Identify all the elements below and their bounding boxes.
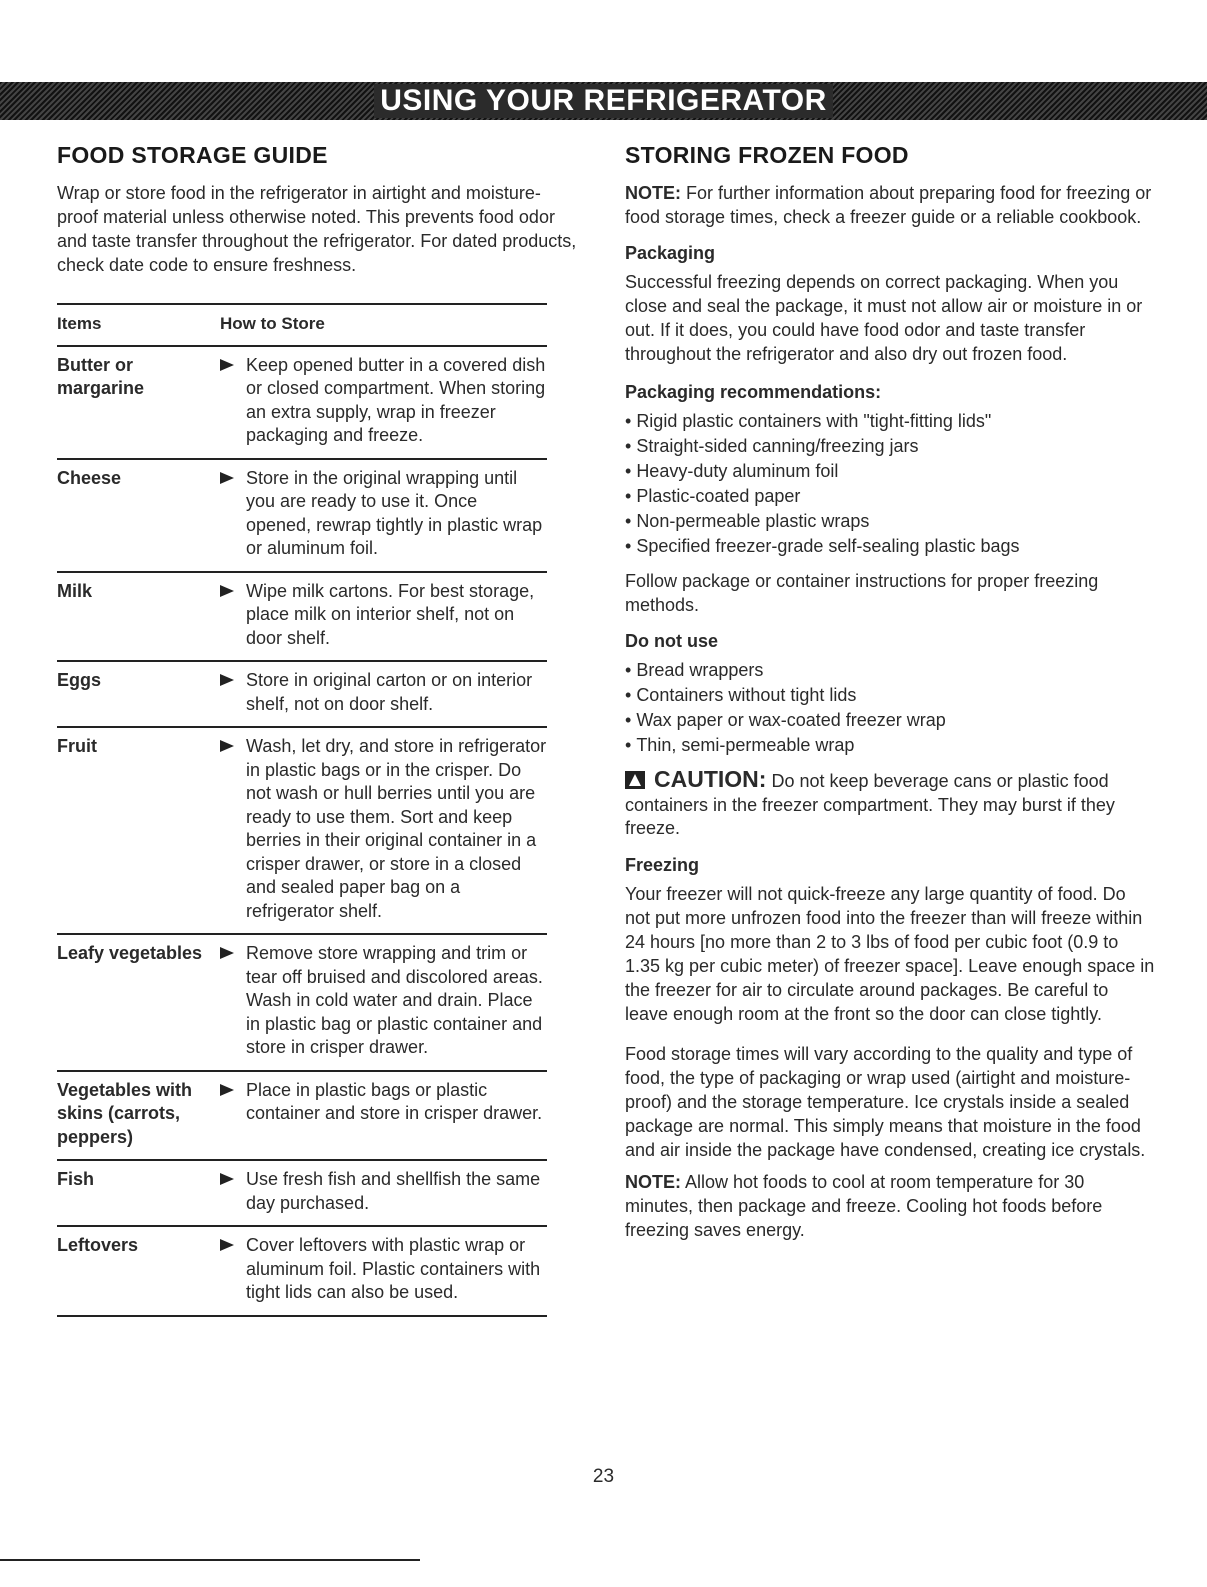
banner-title: USING YOUR REFRIGERATOR — [374, 84, 833, 118]
item-name: Butter or margarine — [57, 346, 212, 459]
storage-instruction — [212, 727, 547, 934]
instruction-text: Use fresh fish and shellfish the same day purchased. — [246, 1169, 541, 1213]
list-item: • Plastic-coated paper — [625, 484, 1155, 509]
instruction-text: Remove store wrapping and trim or tear off bruised and discolored areas. Wash in cold water and drain. Place in plastic bag or plastic container and store in crisper drawer. — [246, 943, 543, 1057]
table-row — [57, 727, 547, 934]
caution-label: CAUTION: — [654, 766, 767, 792]
page-number: 23 — [592, 1466, 615, 1487]
cooling-note — [625, 1170, 1155, 1242]
packaging-recommendations-heading: Packaging recommendations: — [625, 382, 882, 402]
note-label: NOTE: — [625, 183, 681, 203]
items-column-header: Items — [57, 304, 212, 346]
instruction-text: Store in the original wrapping until you are ready to use it. Once opened, rewrap tightly in plastic wrap or aluminum foil. — [246, 467, 543, 558]
arrow-bullet-icon — [220, 1084, 234, 1096]
instruction-text: Store in original carton or on interior shelf, not on door shelf. — [246, 670, 533, 714]
instruction-text: Place in plastic bags or plastic container and store in crisper drawer. — [246, 1079, 543, 1123]
arrow-bullet-icon — [220, 585, 234, 597]
table-row — [57, 572, 547, 662]
table-row — [57, 346, 547, 459]
arrow-bullet-icon — [220, 1239, 234, 1251]
storage-instruction — [212, 1160, 547, 1226]
table-row — [57, 1160, 547, 1226]
freezing-paragraph-1: Your freezer will not quick-freeze any large quantity of food. Do not put more unfrozen food into the freezer than will freeze within 24 hours [no more than 2 to 3 lbs of food per cubic foot (0.9 to 1.35 kg per cubic meter) of freezer space]. Leave enough space in the freezer for air to circulate around packages. Be careful to leave enough room at the front so the door can close tightly. — [625, 883, 1155, 1024]
storing-frozen-food-heading: STORING FROZEN FOOD — [625, 142, 909, 168]
caution-notice — [625, 768, 1155, 841]
storage-instruction — [212, 1226, 547, 1316]
storage-instruction — [212, 661, 547, 727]
food-storage-guide-column — [57, 142, 577, 1317]
follow-instructions-text: Follow package or container instructions for proper freezing methods. — [625, 571, 1099, 615]
storage-instruction — [212, 459, 547, 572]
item-name: Leafy vegetables — [57, 934, 212, 1071]
table-row — [57, 934, 547, 1071]
arrow-bullet-icon — [220, 359, 234, 371]
list-item: • Non-permeable plastic wraps — [625, 509, 1155, 534]
list-item: • Containers without tight lids — [625, 683, 1155, 708]
storage-instruction — [212, 1071, 547, 1161]
arrow-bullet-icon — [220, 740, 234, 752]
list-item: • Bread wrappers — [625, 658, 1155, 683]
do-not-use-heading: Do not use — [625, 631, 718, 651]
storage-instruction — [212, 346, 547, 459]
note-text: For further information about preparing food for freezing or food storage times, check a freezer guide or a reliable cookbook. — [625, 183, 1152, 227]
item-name: Fruit — [57, 727, 212, 934]
list-item: • Rigid plastic containers with "tight-fitting lids" — [625, 409, 1155, 434]
arrow-bullet-icon — [220, 674, 234, 686]
packaging-recommendations-list — [625, 409, 1155, 559]
list-item: • Straight-sided canning/freezing jars — [625, 434, 1155, 459]
warning-icon — [625, 771, 645, 789]
how-to-store-column-header: How to Store — [212, 304, 547, 346]
section-banner — [0, 82, 1207, 120]
item-name: Milk — [57, 572, 212, 662]
table-row — [57, 459, 547, 572]
list-item: • Wax paper or wax-coated freezer wrap — [625, 708, 1155, 733]
arrow-bullet-icon — [220, 1173, 234, 1185]
freezing-paragraph-2: Food storage times will vary according to the quality and type of food, the type of packaging or wrap used (airtight and moisture-proof) and the storage temperature. Ice crystals inside a sealed package are normal. This simply means that moisture in the food and air inside the package have condensed, creating ice crystals. — [625, 1043, 1146, 1160]
item-name: Fish — [57, 1160, 212, 1226]
list-item: • Specified freezer-grade self-sealing plastic bags — [625, 534, 1155, 559]
freezer-guide-note — [625, 181, 1155, 229]
storage-instruction — [212, 934, 547, 1071]
table-row — [57, 1226, 547, 1316]
storage-instruction — [212, 572, 547, 662]
food-storage-table — [57, 303, 547, 1317]
list-item: • Heavy-duty aluminum foil — [625, 459, 1155, 484]
packaging-heading: Packaging — [625, 243, 716, 263]
food-storage-intro: Wrap or store food in the refrigerator in airtight and moisture-proof material unless otherwise noted. This prevents food odor and taste transfer throughout the refrigerator. For dated products, check date code to ensure freshness. — [57, 183, 577, 275]
do-not-use-list — [625, 658, 1155, 758]
instruction-text: Wipe milk cartons. For best storage, place milk on interior shelf, not on door shelf. — [246, 580, 535, 648]
instruction-text: Keep opened butter in a covered dish or closed compartment. When storing an extra supply, wrap in freezer packaging and freeze. — [246, 354, 546, 445]
table-header-row — [57, 304, 547, 346]
item-name: Eggs — [57, 661, 212, 727]
table-row — [57, 1071, 547, 1161]
table-row — [57, 661, 547, 727]
footer-rule — [0, 1559, 420, 1561]
list-item: • Thin, semi-permeable wrap — [625, 733, 1155, 758]
caution-text: Do not keep beverage cans or plastic food containers in the freezer compartment. They may burst if they freeze. — [625, 771, 1115, 838]
note-text: Allow hot foods to cool at room temperature for 30 minutes, then package and freeze. Cooling hot foods before freezing saves energy. — [625, 1171, 1103, 1240]
food-storage-guide-heading: FOOD STORAGE GUIDE — [57, 142, 328, 168]
arrow-bullet-icon — [220, 947, 234, 959]
packaging-text: Successful freezing depends on correct packaging. When you close and seal the package, it must not allow air or moisture in or out. If it does, you could have food odor and taste transfer throughout the refrigerator and also dry out frozen food. — [625, 272, 1143, 364]
item-name: Cheese — [57, 459, 212, 572]
item-name: Vegetables with skins (carrots, peppers) — [57, 1071, 212, 1161]
instruction-text: Wash, let dry, and store in refrigerator in plastic bags or in the crisper. Do not wash or hull berries until you are ready to use them. Sort and keep berries in their original container in a crisper drawer, or store in a closed and sealed paper bag on a refrigerator shelf. — [246, 736, 547, 921]
freezing-heading: Freezing — [625, 854, 700, 875]
note-label: NOTE: — [625, 1171, 681, 1192]
arrow-bullet-icon — [220, 472, 234, 484]
instruction-text: Cover leftovers with plastic wrap or aluminum foil. Plastic containers with tight lids can also be used. — [246, 1235, 541, 1302]
storing-frozen-food-column — [625, 142, 1155, 1256]
item-name: Leftovers — [57, 1226, 212, 1316]
